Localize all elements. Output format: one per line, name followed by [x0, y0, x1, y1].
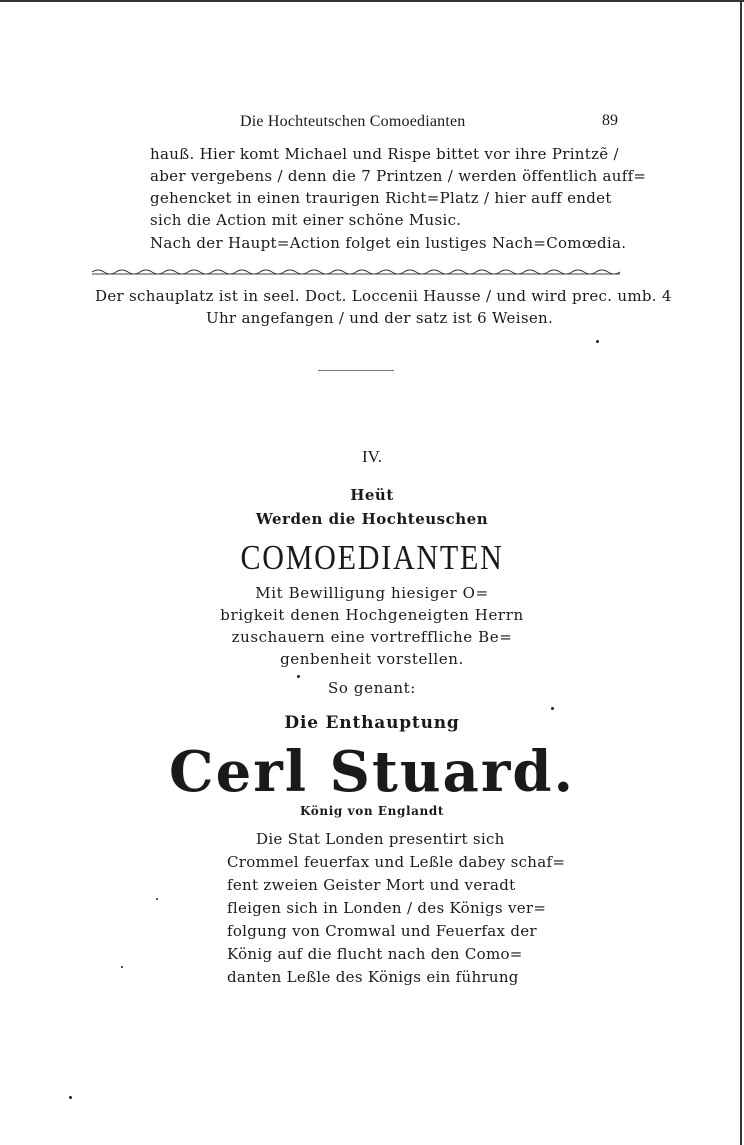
paragraph-line: hauß. Hier komt Michael und Rispe bittet vor ihre Printzẽ /: [150, 145, 619, 163]
ink-speck: [69, 1096, 72, 1099]
section-divider: [318, 370, 394, 371]
body-line: König auf die flucht nach den Como=: [227, 945, 523, 963]
running-head: Die Hochteutschen Comoedianten: [240, 113, 466, 130]
die-enthauptung: Die Enthauptung: [284, 713, 460, 733]
intro-line: zuschauern eine vortreffliche Be=: [231, 628, 513, 646]
werden-line: Werden die Hochteuschen: [255, 510, 489, 528]
intro-line: genbenheit vorstellen.: [280, 650, 464, 668]
note-line: Der schauplatz ist in seel. Doct. Loccenii Hausse / und wird prec. umb. 4: [95, 287, 672, 305]
paragraph-line: Nach der Haupt=Action folget ein lustiges Nach=Comœdia.: [150, 234, 627, 252]
ink-speck: [297, 675, 300, 678]
ink-speck: [596, 340, 599, 343]
paragraph-line: gehencket in einen traurigen Richt=Platz / hier auff endet: [150, 189, 612, 207]
page-number: 89: [602, 112, 618, 129]
wavy-rule: [92, 268, 620, 276]
body-line: folgung von Cromwal und Feuerfax der: [227, 922, 537, 940]
subtitle: König von Englandt: [300, 804, 444, 818]
paragraph-line: aber vergebens / denn die 7 Printzen / werden öffentlich auff=: [150, 167, 647, 185]
intro-line: brigkeit denen Hochgeneigten Herrn: [220, 606, 524, 624]
body-line: fleigen sich in Londen / des Königs ver=: [227, 899, 547, 917]
ink-speck: [121, 966, 123, 968]
ink-speck: [551, 707, 554, 710]
main-title: Cerl Stuard.: [169, 739, 575, 805]
comoedianten-heading: COMOEDIANTEN: [240, 538, 504, 577]
body-line: danten Leßle des Königs ein führung: [227, 968, 519, 986]
right-border-line: [740, 0, 742, 1145]
ink-speck: [156, 898, 158, 900]
note-line: Uhr angefangen / und der satz ist 6 Weisen.: [206, 309, 554, 327]
body-line: Crommel feuerfax und Leßle dabey schaf=: [227, 853, 566, 871]
heute-line: Heüt: [350, 486, 394, 504]
section-numeral: IV.: [362, 447, 382, 466]
intro-line: Mit Bewilligung hiesiger O=: [255, 584, 489, 602]
body-line: Die Stat Londen presentirt sich: [256, 830, 505, 848]
top-border-line: [0, 0, 744, 2]
paragraph-line: sich die Action mit einer schöne Music.: [150, 211, 462, 229]
body-line: fent zweien Geister Mort und veradt: [227, 876, 516, 894]
so-genant: So genant:: [328, 679, 416, 697]
